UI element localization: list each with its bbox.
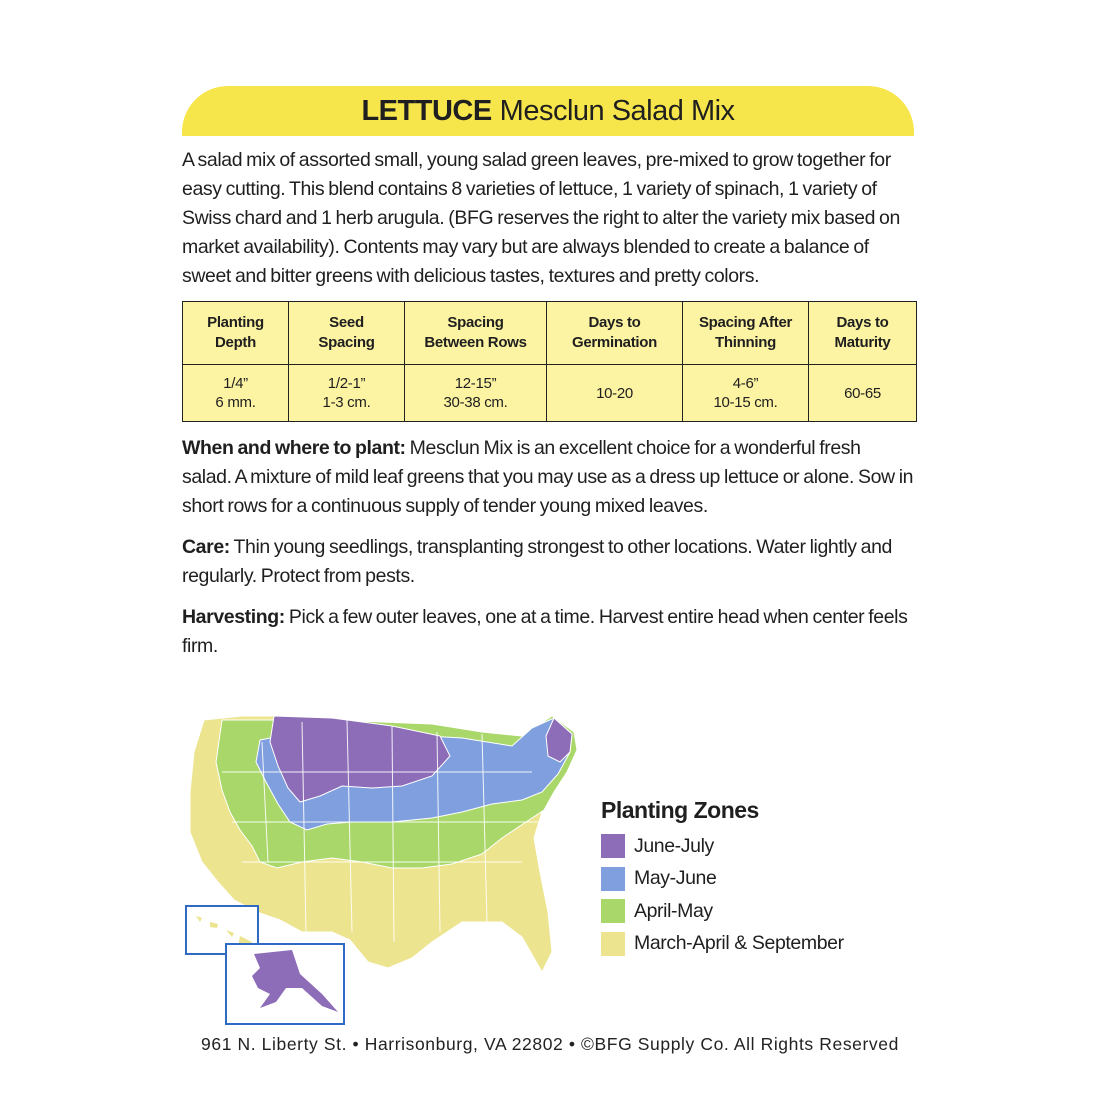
legend-item-may-june <box>601 863 844 896</box>
product-name: LETTUCE <box>361 94 492 127</box>
planting-specs-table <box>182 301 917 422</box>
header-days-to-germination: Days to Germination <box>547 302 683 365</box>
legend-swatch <box>601 932 625 956</box>
when-where-text: Mesclun Mix is an excellent choice for a wonderful fresh salad. A mixture of mild leaf greens that you may use as a dress up lettuce or alone. Sow in short rows for a continuous supply of tender young mixed leaves. <box>182 437 914 517</box>
value-spacing-after-thinning: 4-6” 10-15 cm. <box>683 365 809 422</box>
footer-address: 961 N. Liberty St. • Harrisonburg, VA 22802 • ©BFG Supply Co. All Rights Reserved <box>201 1034 899 1054</box>
planting-zones-legend <box>601 797 844 960</box>
care-section <box>182 533 914 591</box>
value-seed-spacing: 1/2-1” 1-3 cm. <box>289 365 405 422</box>
legend-swatch <box>601 867 625 891</box>
value-spacing-between-rows: 12-15” 30-38 cm. <box>405 365 547 422</box>
harvesting-section <box>182 603 914 661</box>
legend-item-june-july <box>601 830 844 863</box>
value-planting-depth: 1/4” 6 mm. <box>183 365 289 422</box>
variety-name: Mesclun Salad Mix <box>499 94 735 127</box>
header-planting-depth: Planting Depth <box>183 302 289 365</box>
value-days-to-maturity: 60-65 <box>809 365 917 422</box>
when-where-label: When and where to plant: <box>182 437 406 459</box>
legend-title: Planting Zones <box>601 797 759 823</box>
legend-swatch <box>601 834 625 858</box>
when-where-section <box>182 434 914 521</box>
us-map-graphic <box>182 712 602 1026</box>
legend-label: April-May <box>634 899 713 922</box>
seed-packet-back <box>182 86 914 661</box>
care-text: Thin young seedlings, transplanting strongest to other locations. Water lightly and regularly. Protect from pests. <box>182 536 893 587</box>
specs-header-row <box>183 302 917 365</box>
harvesting-label: Harvesting: <box>182 606 285 628</box>
intro-description: A salad mix of assorted small, young salad green leaves, pre-mixed to grow together for easy cutting. This blend contains 8 varieties of lettuce, 1 variety of spinach, 1 variety of Swiss chard and 1 herb arugula. (BFG reserves the right to alter the variety mix based on market availability). Contents may vary but are always blended to create a balance of sweet and bitter greens with delicious tastes, textures and pretty colors. <box>182 149 900 287</box>
value-days-to-germination: 10-20 <box>547 365 683 422</box>
care-label: Care: <box>182 536 230 558</box>
legend-item-march-april-september <box>601 928 844 961</box>
header-days-to-maturity: Days to Maturity <box>809 302 917 365</box>
legend-label: May-June <box>634 867 717 890</box>
header-seed-spacing: Seed Spacing <box>289 302 405 365</box>
header-spacing-between-rows: Spacing Between Rows <box>405 302 547 365</box>
header-spacing-after-thinning: Spacing After Thinning <box>683 302 809 365</box>
planting-zones-map <box>182 712 602 1026</box>
legend-label: March-April & September <box>634 932 844 955</box>
legend-label: June-July <box>634 834 714 857</box>
harvesting-text: Pick a few outer leaves, one at a time. Harvest entire head when center feels firm. <box>182 606 908 657</box>
legend-item-april-may <box>601 895 844 928</box>
title-bar <box>182 86 914 136</box>
legend-swatch <box>601 899 625 923</box>
specs-value-row <box>183 365 917 422</box>
